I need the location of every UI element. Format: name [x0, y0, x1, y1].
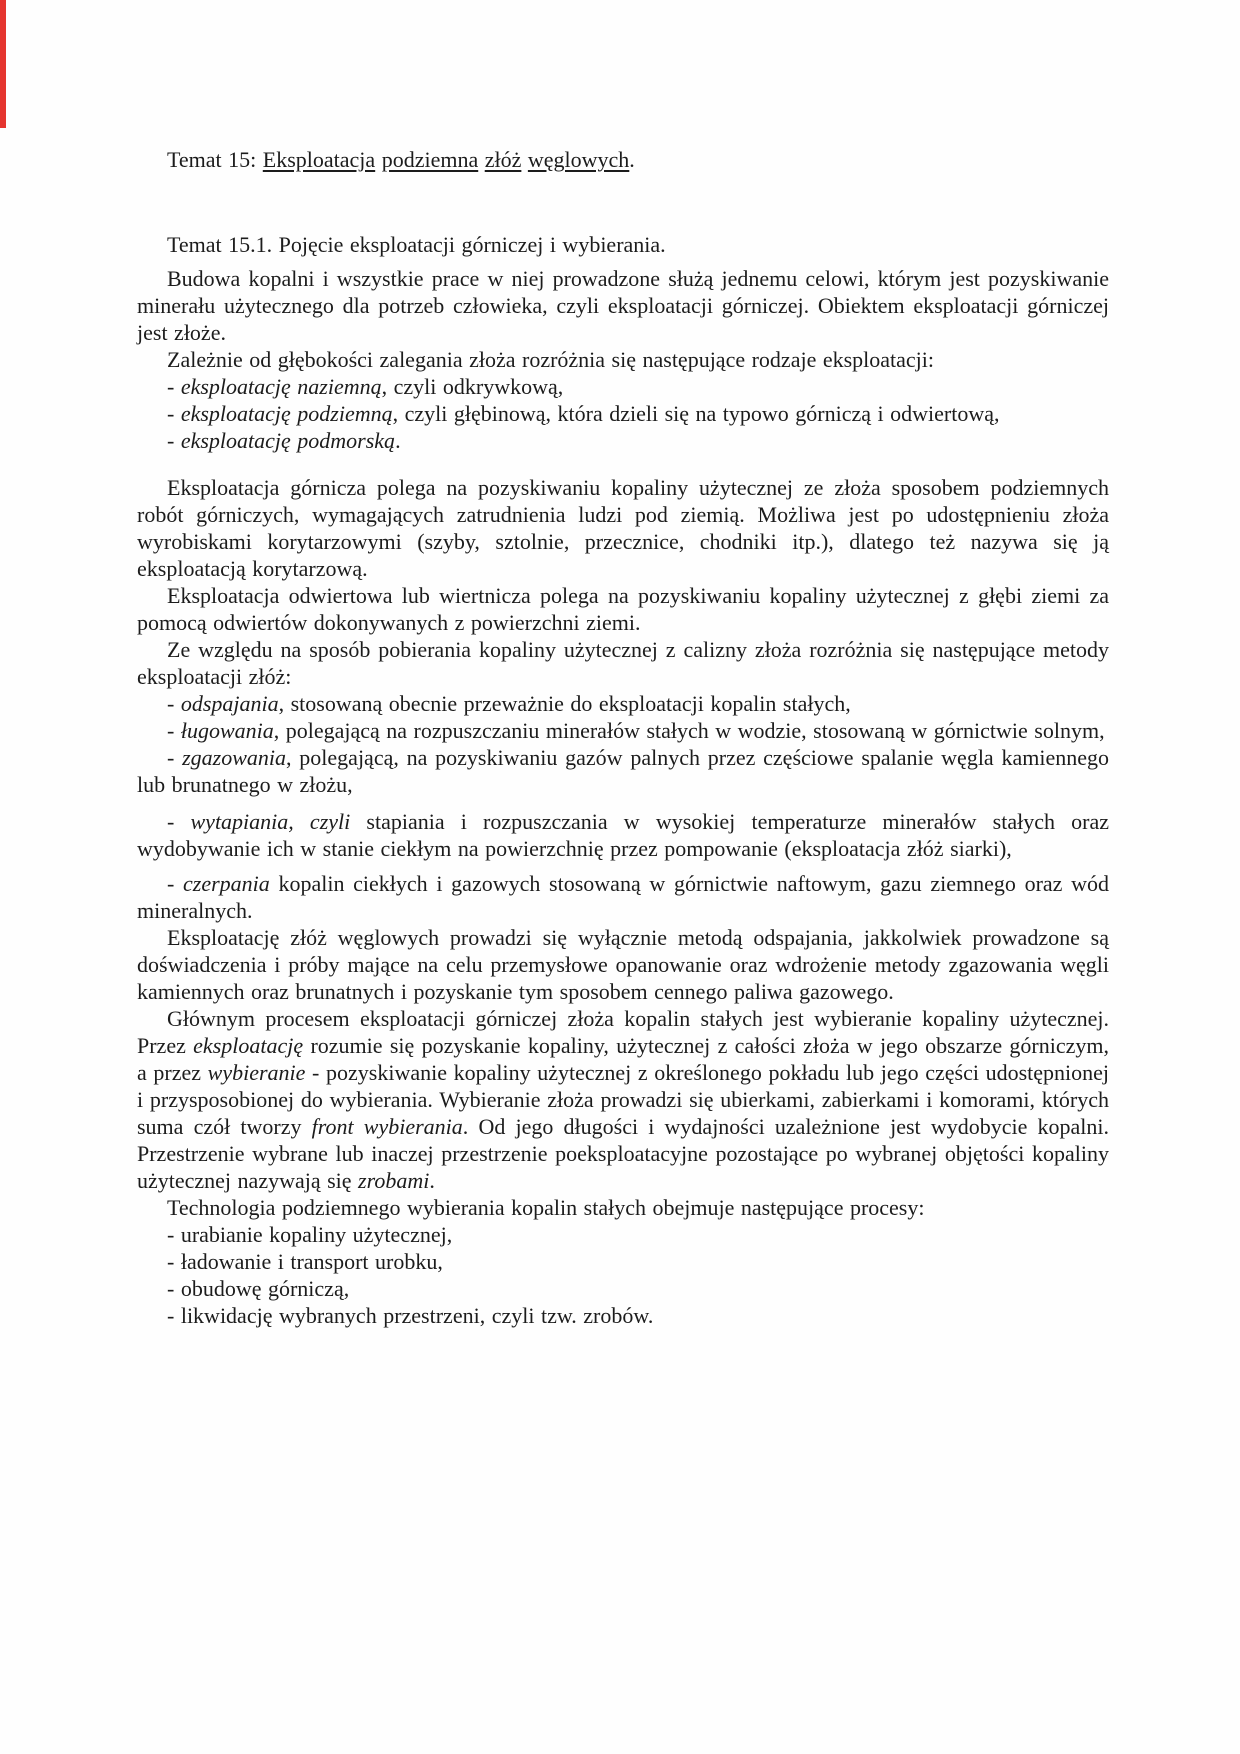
text-run: Budowa kopalni i wszystkie prace w niej prowadzone służą jednemu celowi, którym jest pozyskiwanie minerału użytecznego dla potrzeb człowieka, czyli eksploatacji górniczej. Obiektem eksploatacji górniczej jest złoże.	[137, 266, 1109, 345]
text-run: . Od jego długości i wydajności uzależnione jest wydobycie kopalni. Przestrzenie wybrane lub inaczej przestrzenie poeksploatacyjne pozostające po wybranej objętości kopaliny użytecznej nazywają się	[137, 1114, 1110, 1193]
list-item	[137, 870, 1109, 924]
text-run: eksploatację podmorską	[180, 428, 396, 453]
text-run: rozumie się pozyskanie kopaliny, użytecznej z całości złoża w jego obszarze górniczym, a przez	[137, 1033, 1109, 1085]
text-run: front wybierania	[311, 1114, 463, 1139]
scan-edge-artifact	[0, 0, 6, 128]
text-run: -	[167, 691, 181, 716]
text-run: Technologia podziemnego wybierania kopalin stałych obejmuje następujące procesy:	[167, 1195, 925, 1220]
text-run: - likwidację wybranych przestrzeni, czyli tzw. zrobów.	[167, 1303, 654, 1328]
paragraph	[137, 474, 1109, 582]
text-run: .	[395, 428, 401, 453]
list-item	[137, 1302, 1109, 1329]
text-run: wytapiania, czyli	[190, 809, 351, 834]
text-run: .	[629, 147, 635, 172]
paragraph	[137, 924, 1109, 1005]
text-run: eksploatację	[193, 1033, 304, 1058]
text-run: czerpania	[183, 871, 270, 896]
list-item	[137, 427, 1109, 454]
text-run: -	[167, 401, 181, 426]
text-run: Eksploatacja odwiertowa lub wiertnicza polega na pozyskiwaniu kopaliny użytecznej z głębi ziemi za pomocą odwiertów dokonywanych z powierzchni ziemi.	[137, 583, 1109, 635]
text-run: zrobami	[358, 1168, 430, 1193]
list-item	[137, 690, 1109, 717]
text-run: - obudowę górniczą,	[167, 1276, 350, 1301]
paragraph	[137, 1194, 1109, 1221]
text-run: , stosowaną obecnie przeważnie do eksploatacji kopalin stałych,	[278, 691, 851, 716]
text-run: -	[167, 718, 181, 743]
list-item	[137, 400, 1109, 427]
paragraph	[137, 1005, 1109, 1194]
text-run: - urabianie kopaliny użytecznej,	[167, 1222, 453, 1247]
text-run: kopalin ciekłych i gazowych stosowaną w górnictwie naftowym, gazu ziemnego oraz wód mineralnych.	[137, 871, 1110, 923]
text-run: , czyli głębinową, która dzieli się na typowo górniczą i odwiertową,	[392, 401, 1000, 426]
text-run: -	[167, 374, 181, 399]
text-run: Ze względu na sposób pobierania kopaliny użytecznej z calizny złoża rozróżnia się następujące metody eksploatacji złóż:	[137, 637, 1109, 689]
text-run: ługowania	[180, 718, 274, 743]
text-run: eksploatację podziemną	[180, 401, 393, 426]
text-run: Głównym procesem eksploatacji górniczej złoża kopalin stałych jest wybieranie kopaliny użytecznej. Przez	[137, 1006, 1109, 1058]
text-run: -	[167, 745, 183, 770]
paragraph	[137, 582, 1109, 636]
list-item	[137, 808, 1109, 862]
paragraph	[137, 346, 1109, 373]
text-run: wybieranie	[207, 1060, 306, 1085]
text-run: eksploatację naziemną	[180, 374, 382, 399]
list-item	[137, 744, 1109, 798]
text-run: zgazowania	[182, 745, 287, 770]
text-run: -	[167, 809, 191, 834]
document-title	[137, 146, 1109, 173]
text-run: Temat 15.1. Pojęcie eksploatacji górniczej i wybierania.	[167, 232, 666, 257]
text-run: .	[429, 1168, 435, 1193]
text-run: , czyli odkrywkową,	[381, 374, 564, 399]
paragraph	[137, 265, 1109, 346]
text-run: , polegającą, na pozyskiwaniu gazów palnych przez częściowe spalanie węgla kamiennego lub brunatnego w złożu,	[137, 745, 1109, 797]
text-run: , polegającą na rozpuszczaniu minerałów stałych w wodzie, stosowaną w górnictwie solnym,	[273, 718, 1105, 743]
text-run: stapiania i rozpuszczania w wysokiej temperaturze minerałów stałych oraz wydobywanie ich w stanie ciekłym na powierzchnię przez pompowanie (eksploatacja złóż siarki),	[137, 809, 1110, 861]
text-run: Eksploatacja	[262, 147, 376, 172]
text-run: - ładowanie i transport urobku,	[167, 1249, 443, 1274]
text-run: złóż	[484, 147, 522, 172]
text-run: odspajania	[180, 691, 279, 716]
text-run: - pozyskiwanie kopaliny użytecznej z określonego pokładu lub jego części udostępnionej i przysposobionej do wybierania. Wybieranie złoża prowadzi się ubierkami, zabierkami i komorami, których suma czół tworzy	[137, 1060, 1110, 1139]
section-heading	[137, 231, 1109, 258]
text-run: -	[167, 871, 184, 896]
text-run: węglowych	[527, 147, 630, 172]
text-run: Temat 15:	[167, 147, 263, 172]
text-run: Eksploatacja górnicza polega na pozyskiwaniu kopaliny użytecznej ze złoża sposobem podziemnych robót górniczych, wymagających zatrudnienia ludzi pod ziemią. Możliwa jest po udostępnieniu złoża wyrobiskami korytarzowymi (szyby, sztolnie, przecznice, chodniki itp.), dlatego też nazywa się ją eksploatacją korytarzową.	[137, 475, 1109, 581]
document-body	[137, 146, 1109, 1329]
text-run: Zależnie od głębokości zalegania złoża rozróżnia się następujące rodzaje eksploatacji:	[167, 347, 935, 372]
list-item	[137, 1248, 1109, 1275]
text-run: podziemna	[381, 147, 479, 172]
list-item	[137, 717, 1109, 744]
list-item	[137, 373, 1109, 400]
paragraph	[137, 636, 1109, 690]
list-item	[137, 1221, 1109, 1248]
text-run: -	[167, 428, 181, 453]
list-item	[137, 1275, 1109, 1302]
text-run: Eksploatację złóż węglowych prowadzi się wyłącznie metodą odspajania, jakkolwiek prowadzone są doświadczenia i próby mające na celu przemysłowe opanowanie oraz wdrożenie metody zgazowania węgli kamiennych oraz brunatnych i pozyskanie tym sposobem cennego paliwa gazowego.	[137, 925, 1109, 1004]
